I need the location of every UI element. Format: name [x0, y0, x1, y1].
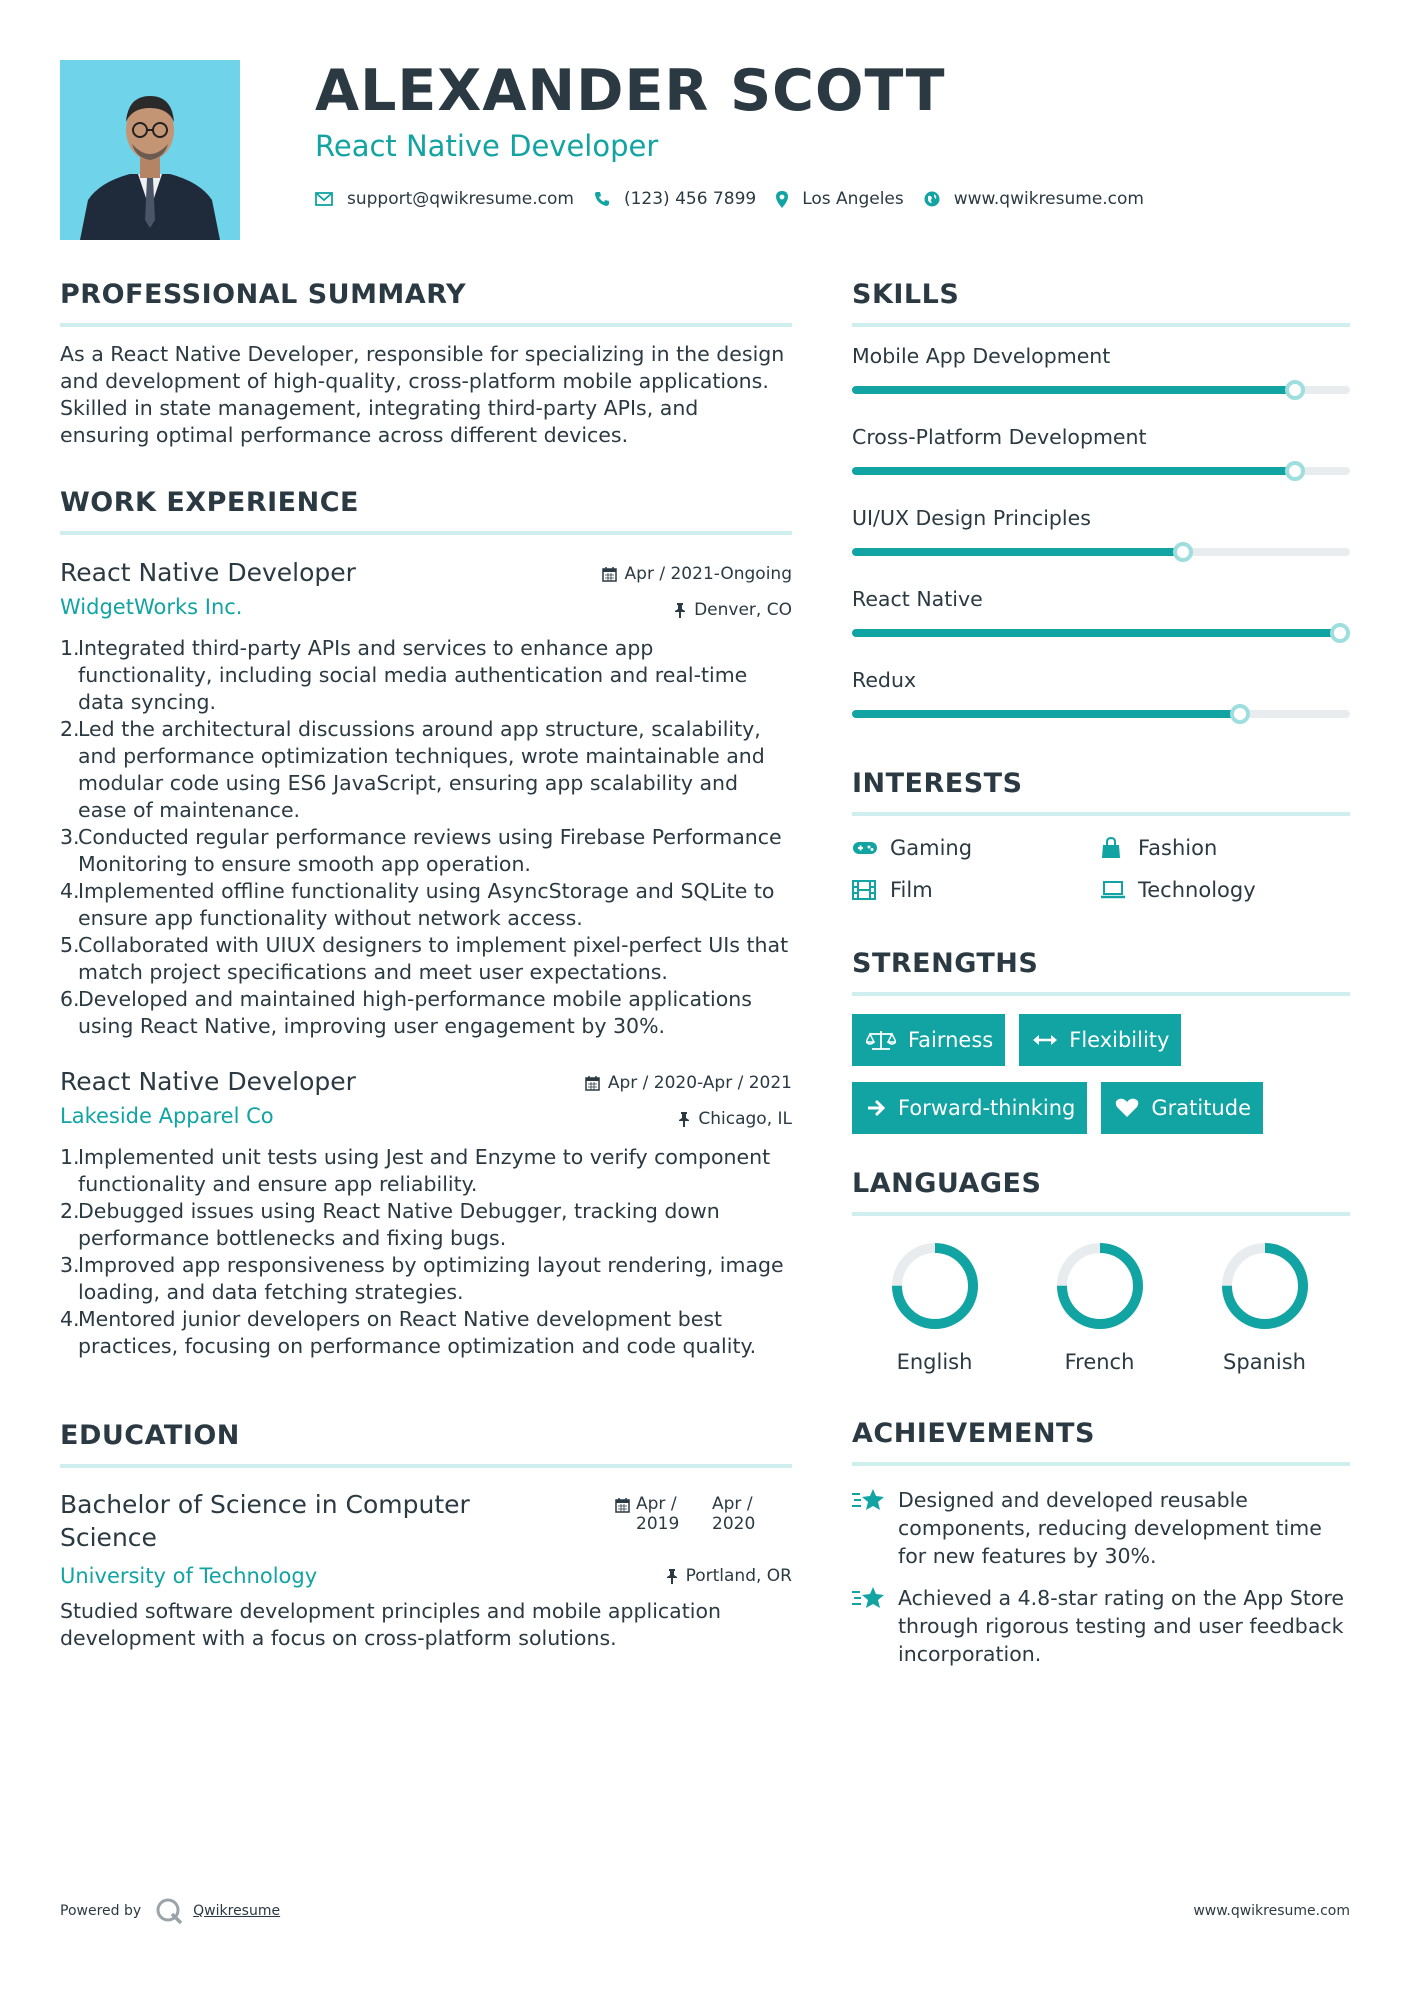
strength-tag	[852, 1082, 1087, 1134]
job-title: React Native Developer	[60, 1067, 356, 1096]
candidate-name: ALEXANDER SCOTT	[315, 58, 946, 124]
strength-label: Gratitude	[1151, 1096, 1251, 1120]
education-start: Apr / 2019	[636, 1494, 680, 1534]
contact-location	[776, 189, 904, 209]
list-item: 4. Mentored junior developers on React Native development best practices, focusing on performance optimization and code quality.	[60, 1307, 757, 1358]
strengths-list	[852, 1014, 1350, 1150]
skill-bar	[852, 629, 1350, 637]
globe-icon	[924, 191, 940, 207]
strength-tag	[1019, 1014, 1181, 1066]
strength-label: Flexibility	[1069, 1028, 1170, 1052]
right-column	[852, 275, 1350, 1682]
list-item: 5. Collaborated with UIUX designers to implement pixel-perfect UIs that match project specifications and meet user expectations.	[60, 933, 789, 984]
achievement-item	[852, 1584, 1350, 1668]
calendar-icon	[602, 567, 617, 582]
summary-text: As a React Native Developer, responsible for specializing in the design and development of high-quality, cross-platform mobile applications. Skilled in state management, integrating third-party APIs, and ensuring optimal performance across different devices.	[60, 342, 785, 447]
skill-item	[852, 667, 1350, 718]
list-item: 6. Developed and maintained high-performance mobile applications using React Native, improving user engagement by 30%.	[60, 987, 752, 1038]
shooting-star-icon	[852, 1486, 898, 1570]
page-footer	[60, 1897, 1350, 1925]
skill-item	[852, 343, 1350, 394]
list-item: 2. Led the architectural discussions around app structure, scalability, and performance optimization techniques, wrote maintainable and modular code using ES6 JavaScript, ensuring app scalability and ease of maintenance.	[60, 717, 765, 822]
interest-label: Film	[890, 878, 933, 902]
contact-phone[interactable]	[594, 189, 756, 209]
education-entry	[60, 1488, 792, 1554]
interest-item	[1100, 878, 1348, 902]
strength-tag	[1101, 1082, 1263, 1134]
languages-heading: LANGUAGES	[852, 1164, 1350, 1216]
job-location: Denver, CO	[694, 600, 792, 620]
shopping-bag-icon	[1100, 837, 1126, 859]
achievements-list	[852, 1486, 1350, 1668]
contact-website[interactable]	[924, 189, 1144, 209]
skill-bar-fill	[852, 710, 1240, 718]
skill-bar	[852, 548, 1350, 556]
language-item	[1017, 1238, 1182, 1374]
skill-bar-fill	[852, 548, 1183, 556]
interest-label: Technology	[1138, 878, 1256, 902]
arrow-right-icon	[866, 1099, 886, 1117]
skill-label: Mobile App Development	[852, 344, 1111, 368]
skill-bar	[852, 467, 1350, 475]
interest-label: Gaming	[890, 836, 973, 860]
email-text: support@qwikresume.com	[347, 189, 574, 209]
skill-label: Redux	[852, 668, 917, 692]
language-label: French	[1064, 1350, 1135, 1374]
company-name: Lakeside Apparel Co	[60, 1104, 274, 1128]
skill-bar-fill	[852, 629, 1350, 637]
company-name: WidgetWorks Inc.	[60, 595, 243, 619]
shooting-star-icon	[852, 1584, 898, 1668]
language-progress-ring	[887, 1238, 983, 1334]
job-entry	[60, 1066, 792, 1360]
strength-label: Forward-thinking	[898, 1096, 1076, 1120]
job-location: Chicago, IL	[698, 1109, 792, 1129]
location-text: Los Angeles	[802, 189, 904, 209]
skill-item	[852, 424, 1350, 475]
job-dates: Apr / 2020-Apr / 2021	[607, 1073, 792, 1093]
brand-link[interactable]: Qwikresume	[193, 1903, 281, 1919]
achievements-heading: ACHIEVEMENTS	[852, 1414, 1350, 1466]
language-label: Spanish	[1223, 1350, 1306, 1374]
envelope-icon	[315, 192, 333, 206]
laptop-icon	[1100, 881, 1126, 899]
skill-item	[852, 505, 1350, 556]
profile-photo	[60, 60, 240, 240]
left-column	[60, 275, 792, 1652]
strength-label: Fairness	[908, 1028, 994, 1052]
phone-text: (123) 456 7899	[623, 189, 757, 209]
interest-item	[852, 836, 1100, 860]
gamepad-icon	[852, 840, 878, 856]
powered-by-text: Powered by	[60, 1903, 142, 1919]
skill-item	[852, 586, 1350, 637]
interest-item	[852, 878, 1100, 902]
qwikresume-logo-icon	[155, 1897, 185, 1925]
website-text: www.qwikresume.com	[953, 189, 1144, 209]
job-dates: Apr / 2021-Ongoing	[624, 564, 792, 584]
achievement-item	[852, 1486, 1350, 1570]
language-item	[852, 1238, 1017, 1374]
skill-bar-fill	[852, 386, 1295, 394]
list-item: 3. Improved app responsiveness by optimizing layout rendering, image loading, and data fetching strategies.	[60, 1253, 784, 1304]
degree-title: Bachelor of Science in Computer Science	[60, 1490, 470, 1552]
pin-icon	[666, 1569, 678, 1584]
film-icon	[852, 880, 878, 900]
language-label: English	[896, 1350, 973, 1374]
education-end: Apr / 2020	[712, 1494, 756, 1534]
resume-header	[315, 56, 1375, 209]
list-item: 4. Implemented offline functionality using AsyncStorage and SQLite to ensure app functionality without network access.	[60, 879, 775, 930]
strength-tag	[852, 1014, 1005, 1066]
job-title: React Native Developer	[60, 558, 356, 587]
list-item: 3. Conducted regular performance reviews using Firebase Performance Monitoring to ensure smooth app operation.	[60, 825, 782, 876]
map-marker-icon	[776, 191, 788, 208]
skill-bar-knob	[1173, 542, 1193, 562]
education-location: Portland, OR	[685, 1566, 792, 1586]
list-item: 2. Debugged issues using React Native Debugger, tracking down performance bottlenecks and fixing bugs.	[60, 1199, 720, 1250]
phone-icon	[594, 191, 610, 207]
contact-row	[315, 189, 1375, 209]
summary-heading: PROFESSIONAL SUMMARY	[60, 275, 792, 327]
pin-icon	[674, 603, 686, 618]
skills-heading: SKILLS	[852, 275, 1350, 327]
skill-bar-knob	[1330, 623, 1350, 643]
language-progress-ring	[1052, 1238, 1148, 1334]
skill-bar	[852, 710, 1350, 718]
balance-scale-icon	[866, 1029, 896, 1051]
skill-label: React Native	[852, 587, 983, 611]
school-name: University of Technology	[60, 1564, 318, 1588]
job-entry	[60, 557, 792, 1040]
achievement-text: Designed and developed reusable components, reducing development time for new features by 30%.	[898, 1488, 1322, 1568]
footer-website[interactable]: www.qwikresume.com	[1193, 1903, 1350, 1919]
skill-label: UI/UX Design Principles	[852, 506, 1091, 530]
list-item: 1. Integrated third-party APIs and services to enhance app functionality, including social media authentication and real-time data syncing.	[60, 636, 748, 714]
achievement-text: Achieved a 4.8-star rating on the App Store through rigorous testing and user feedback incorporation.	[898, 1586, 1345, 1666]
skill-label: Cross-Platform Development	[852, 425, 1147, 449]
interest-label: Fashion	[1138, 836, 1218, 860]
skill-bar-knob	[1285, 461, 1305, 481]
arrows-h-icon	[1033, 1033, 1057, 1047]
experience-heading: WORK EXPERIENCE	[60, 483, 792, 535]
duty-list	[60, 635, 792, 1040]
skills-list	[852, 343, 1350, 718]
language-item	[1182, 1238, 1347, 1374]
education-heading: EDUCATION	[60, 1416, 792, 1468]
pin-icon	[678, 1112, 690, 1127]
duty-list	[60, 1144, 792, 1360]
heart-icon	[1115, 1098, 1139, 1118]
calendar-icon	[585, 1076, 600, 1091]
interests-list	[852, 836, 1350, 902]
skill-bar-knob	[1285, 380, 1305, 400]
language-progress-ring	[1217, 1238, 1313, 1334]
strengths-heading: STRENGTHS	[852, 944, 1350, 996]
education-description: Studied software development principles and mobile application development with a focus on cross-platform solutions.	[60, 1599, 722, 1650]
list-item: 1. Implemented unit tests using Jest and Enzyme to verify component functionality and ensure app reliability.	[60, 1145, 771, 1196]
languages-list	[852, 1238, 1350, 1374]
interest-item	[1100, 836, 1348, 860]
skill-bar	[852, 386, 1350, 394]
calendar-icon	[615, 1498, 630, 1513]
candidate-role: React Native Developer	[315, 129, 659, 163]
skill-bar-fill	[852, 467, 1295, 475]
interests-heading: INTERESTS	[852, 764, 1350, 816]
skill-bar-knob	[1230, 704, 1250, 724]
contact-email[interactable]	[315, 189, 574, 209]
